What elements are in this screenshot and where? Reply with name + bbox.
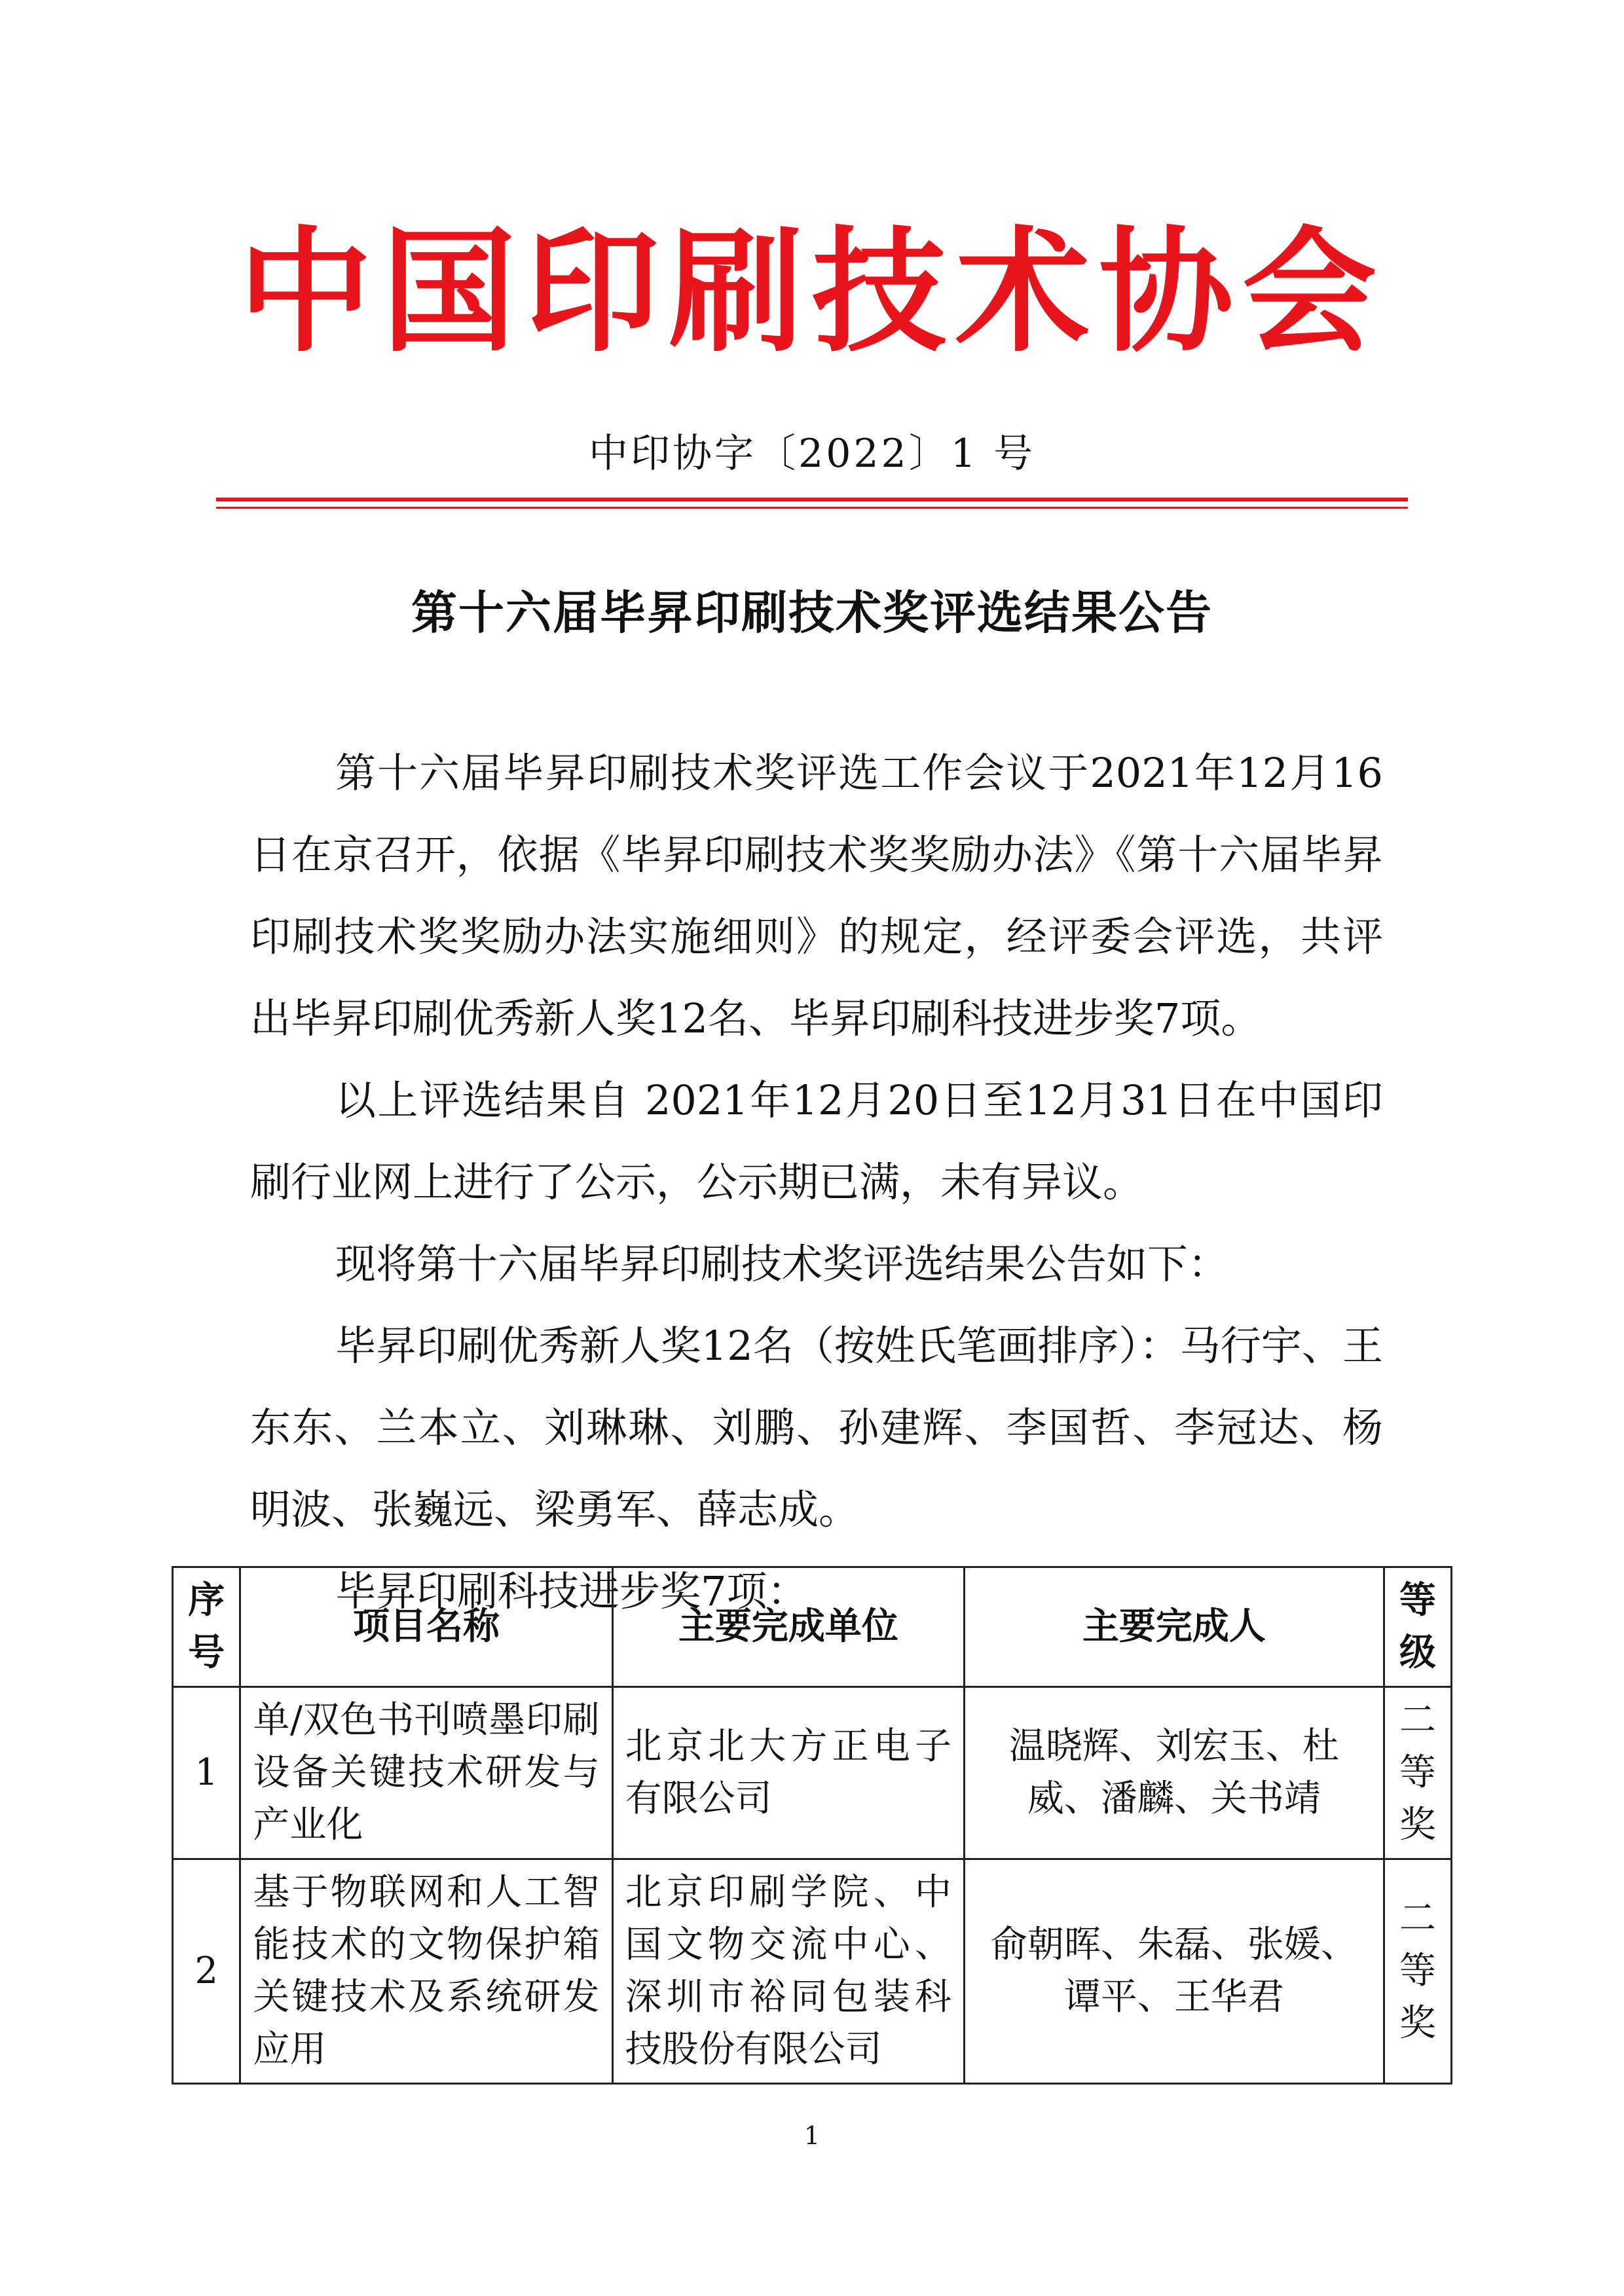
cell-people: 俞朝晖、朱磊、张媛、谭平、王华君 — [964, 1859, 1384, 2084]
header-unit: 主要完成单位 — [612, 1567, 964, 1687]
document-number: 中印协字〔2022〕1 号 — [589, 431, 1035, 477]
paragraph-newcomer-award: 毕昇印刷优秀新人奖12名（按姓氏笔画排序）：马行宇、王东东、兰本立、刘琳琳、刘鹏、孙建辉、李国哲、李冠达、杨明波、张巍远、梁勇军、薛志成。 — [250, 1322, 1383, 1533]
cell-unit: 北京北大方正电子有限公司 — [612, 1687, 964, 1859]
paragraph-intro: 现将第十六届毕昇印刷技术奖评选结果公告如下： — [335, 1240, 1229, 1288]
cell-project: 单/双色书刊喷墨印刷设备关键技术研发与产业化 — [240, 1687, 612, 1859]
cell-seq: 1 — [173, 1687, 240, 1859]
header-project: 项目名称 — [240, 1567, 612, 1687]
cell-people: 温晓辉、刘宏玉、杜威、潘麟、关书靖 — [964, 1687, 1384, 1859]
header-rule-thick — [216, 498, 1408, 501]
cell-grade: 二等奖 — [1384, 1859, 1451, 2084]
paragraph-progress-award: 毕昇印刷科技进步奖7项： — [335, 1567, 808, 1615]
header-grade: 等级 — [1384, 1567, 1451, 1687]
header-people: 主要完成人 — [964, 1567, 1384, 1687]
table-row — [173, 1859, 1452, 2084]
org-header: 中国印刷技术协会 — [238, 215, 1386, 371]
header-seq: 序号 — [173, 1567, 240, 1687]
announcement-title: 第十六届毕昇印刷技术奖评选结果公告 — [411, 586, 1213, 640]
table-header-row — [173, 1567, 1452, 1687]
cell-unit: 北京印刷学院、中国文物交流中心、深圳市裕同包装科技股份有限公司 — [612, 1859, 964, 2084]
page-number: 1 — [803, 2121, 821, 2150]
cell-grade: 二等奖 — [1384, 1687, 1451, 1859]
paragraph-meeting: 第十六届毕昇印刷技术奖评选工作会议于2021年12月16日在京召开，依据《毕昇印刷技术奖奖励办法》《第十六届毕昇印刷技术奖奖励办法实施细则》的规定，经评委会评选，共评出毕昇印刷优秀新人奖12名、毕昇印刷科技进步奖7项。 — [250, 749, 1383, 1042]
header-rule-thin — [216, 507, 1408, 509]
announcement-body — [250, 732, 1383, 1632]
cell-project: 基于物联网和人工智能技术的文物保护箱关键技术及系统研发应用 — [240, 1859, 612, 2084]
progress-award-table — [172, 1566, 1452, 2085]
paragraph-publicity: 以上评选结果自 2021年12月20日至12月31日在中国印刷行业网上进行了公示，公示期已满，未有异议。 — [250, 1076, 1383, 1206]
table-row — [173, 1687, 1452, 1859]
cell-seq: 2 — [173, 1859, 240, 2084]
